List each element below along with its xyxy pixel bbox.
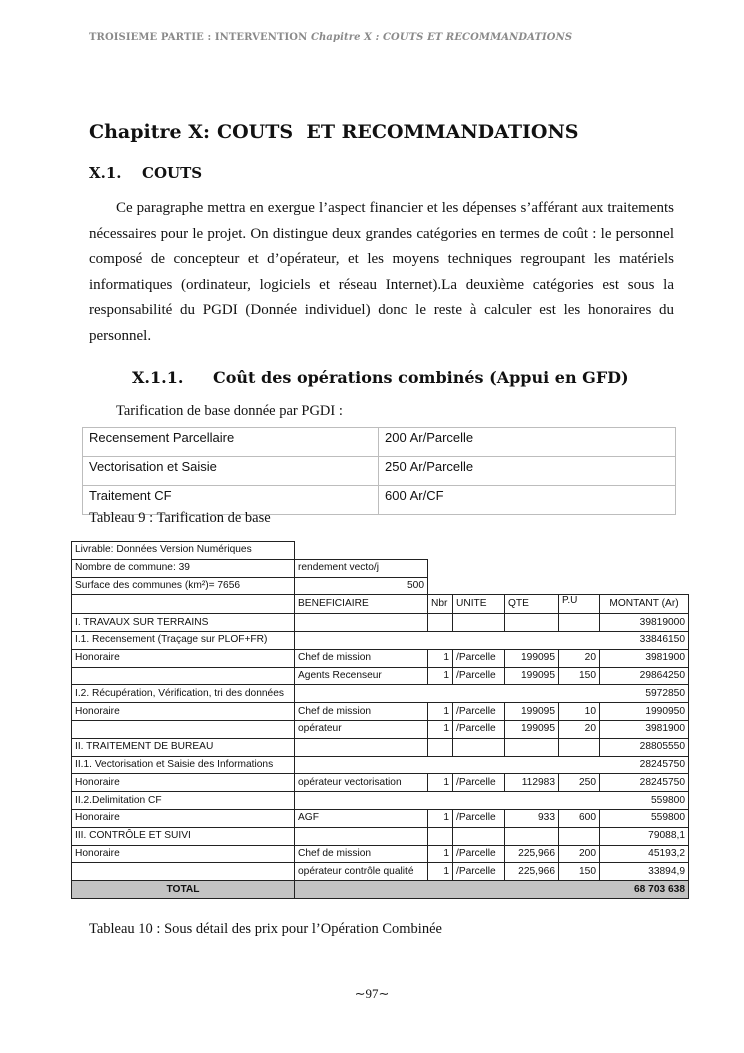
row-label: Honoraire	[72, 703, 295, 721]
row-label: Honoraire	[72, 649, 295, 667]
cost-detail-table	[71, 541, 689, 899]
nbr-cell: 1	[428, 774, 453, 792]
col-nbr: Nbr	[428, 595, 453, 614]
row-label: Honoraire	[72, 809, 295, 827]
communes-cell: Nombre de commune: 39	[72, 559, 295, 577]
montant-cell: 33894,9	[600, 863, 689, 881]
beneficiaire-cell: opérateur contrôle qualité	[295, 863, 428, 881]
nbr-cell: 1	[428, 809, 453, 827]
column-header-row	[72, 595, 689, 614]
surface-cell: Surface des communes (km²)= 7656	[72, 577, 295, 595]
beneficiaire-cell: opérateur	[295, 720, 428, 738]
nbr-cell: 1	[428, 667, 453, 685]
beneficiaire-cell: opérateur vectorisation	[295, 774, 428, 792]
table-row	[72, 863, 689, 881]
pu-cell: 200	[559, 845, 600, 863]
montant-cell: 79088,1	[600, 827, 689, 845]
detail-caption: Tableau 10 : Sous détail des prix pour l’Opération Combinée	[89, 921, 442, 937]
montant-cell: 3981900	[600, 649, 689, 667]
info-row-surface	[72, 577, 689, 595]
col-unite: UNITE	[453, 595, 505, 614]
qte-cell	[505, 738, 559, 756]
montant-cell: 45193,2	[600, 845, 689, 863]
pu-cell	[559, 827, 600, 845]
tarif-row	[83, 428, 676, 457]
montant-cell: 559800	[600, 809, 689, 827]
montant-cell: 28245750	[295, 756, 689, 774]
section-row	[72, 685, 689, 703]
row-label: II.2.Delimitation CF	[72, 792, 295, 810]
qte-cell	[505, 614, 559, 632]
qte-cell: 225,966	[505, 845, 559, 863]
chapter-title	[89, 121, 579, 143]
tarif-intro: Tarification de base donnée par PGDI :	[116, 403, 343, 419]
section-row	[72, 792, 689, 810]
chapter-name: COUTS ET RECOMMANDATIONS	[217, 121, 579, 143]
section-title	[89, 164, 202, 182]
info-row-livrable	[72, 542, 689, 560]
qte-cell: 199095	[505, 720, 559, 738]
beneficiaire-cell	[295, 738, 428, 756]
group-header-row	[72, 738, 689, 756]
total-value: 68 703 638	[295, 881, 689, 899]
unite-cell: /Parcelle	[453, 720, 505, 738]
unite-cell: /Parcelle	[453, 703, 505, 721]
montant-cell: 5972850	[295, 685, 689, 703]
table-row	[72, 667, 689, 685]
group-header-row	[72, 614, 689, 632]
chapter-number: Chapitre X:	[89, 121, 210, 143]
beneficiaire-cell	[295, 614, 428, 632]
qte-cell: 225,966	[505, 863, 559, 881]
montant-cell: 28805550	[600, 738, 689, 756]
qte-cell: 933	[505, 809, 559, 827]
beneficiaire-cell: AGF	[295, 809, 428, 827]
pu-cell: 150	[559, 863, 600, 881]
section-number: X.1.	[89, 164, 122, 182]
beneficiaire-cell: Chef de mission	[295, 649, 428, 667]
row-label: II. TRAITEMENT DE BUREAU	[72, 738, 295, 756]
nbr-cell: 1	[428, 720, 453, 738]
table-row	[72, 649, 689, 667]
row-label	[72, 667, 295, 685]
page-number: ∼97∼	[354, 986, 390, 1001]
header-part: TROISIEME PARTIE : INTERVENTION	[89, 32, 308, 43]
nbr-cell	[428, 738, 453, 756]
tarif-table	[82, 427, 676, 515]
table-row	[72, 774, 689, 792]
rendement-label-cell: rendement vecto/j	[295, 559, 428, 577]
table-row	[72, 703, 689, 721]
unite-cell: /Parcelle	[453, 809, 505, 827]
pu-cell: 600	[559, 809, 600, 827]
nbr-cell	[428, 614, 453, 632]
tarif-item: Vectorisation et Saisie	[83, 457, 379, 486]
row-label: Honoraire	[72, 845, 295, 863]
livrable-cell: Livrable: Données Version Numériques	[72, 542, 295, 560]
row-label	[72, 863, 295, 881]
qte-cell: 199095	[505, 649, 559, 667]
montant-cell: 33846150	[295, 631, 689, 649]
row-label: I.1. Recensement (Traçage sur PLOF+FR)	[72, 631, 295, 649]
pu-cell	[559, 614, 600, 632]
tarif-price: 200 Ar/Parcelle	[379, 428, 676, 457]
unite-cell: /Parcelle	[453, 667, 505, 685]
montant-cell: 29864250	[600, 667, 689, 685]
unite-cell: /Parcelle	[453, 863, 505, 881]
header-chapter: Chapitre X : COUTS ET RECOMMANDATIONS	[311, 32, 573, 43]
pu-cell: 20	[559, 649, 600, 667]
col-beneficiaire: BENEFICIAIRE	[295, 595, 428, 614]
section-row	[72, 631, 689, 649]
tarif-item: Traitement CF	[83, 486, 379, 515]
unite-cell	[453, 738, 505, 756]
subsection-name: Coût des opérations combinés (Appui en GFD)	[213, 368, 629, 387]
qte-cell: 199095	[505, 667, 559, 685]
unite-cell	[453, 827, 505, 845]
unite-cell: /Parcelle	[453, 774, 505, 792]
pu-cell: 150	[559, 667, 600, 685]
rendement-value-cell: 500	[295, 577, 428, 595]
nbr-cell: 1	[428, 703, 453, 721]
total-row	[72, 881, 689, 899]
nbr-cell	[428, 827, 453, 845]
tarif-price: 250 Ar/Parcelle	[379, 457, 676, 486]
group-header-row	[72, 827, 689, 845]
beneficiaire-cell	[295, 827, 428, 845]
row-label: Honoraire	[72, 774, 295, 792]
section-name: COUTS	[142, 164, 203, 182]
montant-cell: 3981900	[600, 720, 689, 738]
table-row	[72, 809, 689, 827]
montant-cell: 1990950	[600, 703, 689, 721]
montant-cell: 559800	[295, 792, 689, 810]
beneficiaire-cell: Chef de mission	[295, 845, 428, 863]
section-row	[72, 756, 689, 774]
table-row	[72, 720, 689, 738]
row-label: II.1. Vectorisation et Saisie des Informations	[72, 756, 295, 774]
col-qte: QTE	[505, 595, 559, 614]
pu-cell: 20	[559, 720, 600, 738]
montant-cell: 39819000	[600, 614, 689, 632]
nbr-cell: 1	[428, 863, 453, 881]
col-pu: P.U	[559, 595, 600, 614]
row-label: III. CONTRÔLE ET SUIVI	[72, 827, 295, 845]
tarif-item: Recensement Parcellaire	[83, 428, 379, 457]
total-label: TOTAL	[72, 881, 295, 899]
beneficiaire-cell: Agents Recenseur	[295, 667, 428, 685]
qte-cell: 112983	[505, 774, 559, 792]
unite-cell	[453, 614, 505, 632]
subsection-title	[132, 368, 629, 387]
table-row	[72, 845, 689, 863]
nbr-cell: 1	[428, 845, 453, 863]
tarif-row	[83, 457, 676, 486]
tarif-caption: Tableau 9 : Tarification de base	[89, 510, 271, 526]
unite-cell: /Parcelle	[453, 845, 505, 863]
row-label: I.2. Récupération, Vérification, tri des données	[72, 685, 295, 703]
body-paragraph: Ce paragraphe mettra en exergue l’aspect financier et les dépenses s’afférant aux traitements nécessaires pour le projet. On distingue deux grandes catégories en termes de coût : le personnel composé de concepteur et d’opérateur, et les moyens techniques regroupant les matériels informatiques (ordinateur, logiciels et réseau Internet).La deuxième catégories est sous la responsabilité du PGDI (Donnée individuel) donc le reste à calculer est les honoraires du personnel.	[89, 200, 674, 344]
pu-cell: 250	[559, 774, 600, 792]
tarif-price: 600 Ar/CF	[379, 486, 676, 515]
row-label	[72, 720, 295, 738]
nbr-cell: 1	[428, 649, 453, 667]
montant-cell: 28245750	[600, 774, 689, 792]
col-montant: MONTANT (Ar)	[600, 595, 689, 614]
pu-cell	[559, 738, 600, 756]
row-label: I. TRAVAUX SUR TERRAINS	[72, 614, 295, 632]
unite-cell: /Parcelle	[453, 649, 505, 667]
qte-cell: 199095	[505, 703, 559, 721]
subsection-number: X.1.1.	[132, 368, 184, 387]
info-row-communes	[72, 559, 689, 577]
beneficiaire-cell: Chef de mission	[295, 703, 428, 721]
pu-cell: 10	[559, 703, 600, 721]
qte-cell	[505, 827, 559, 845]
